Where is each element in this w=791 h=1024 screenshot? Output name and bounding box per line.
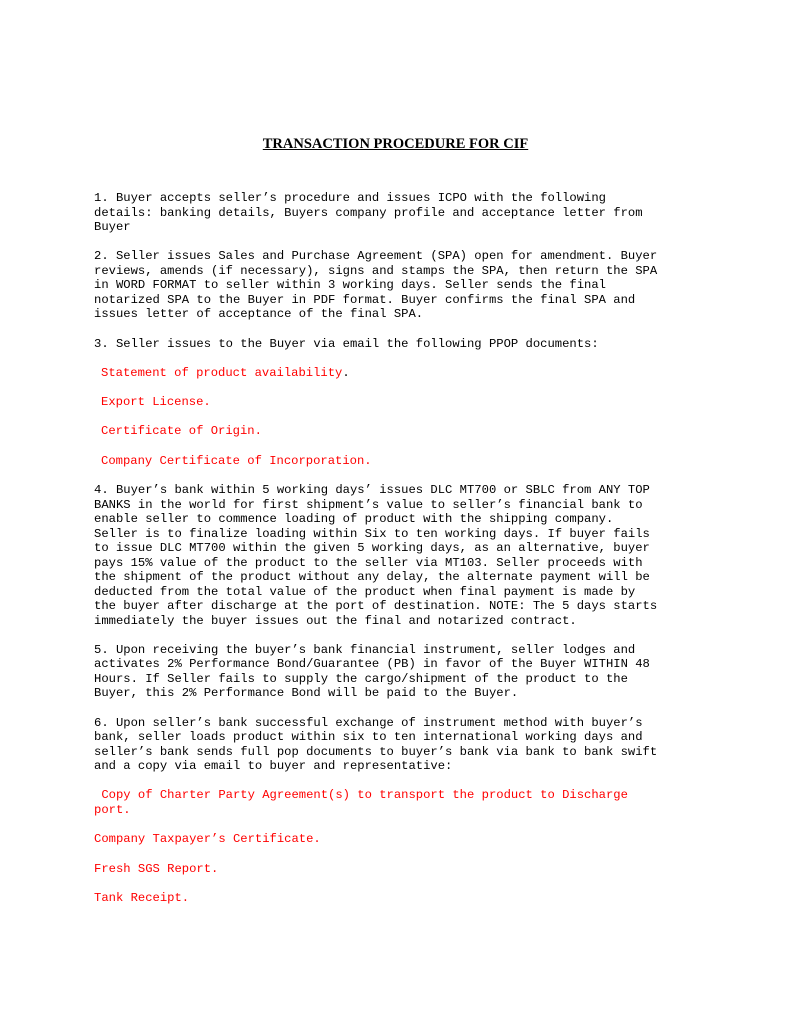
step-2-line: reviews, amends (if necessary), signs and stamps the SPA, then return the SPA — [94, 263, 658, 278]
step-4-line: pays 15% value of the product to the seller via MT103. Seller proceeds with — [94, 555, 643, 570]
step-4-line: the buyer after discharge at the port of destination. NOTE: The 5 days starts — [94, 599, 658, 614]
document-title: TRANSACTION PROCEDURE FOR CIF — [262, 136, 529, 152]
document-body — [94, 191, 694, 920]
step-5-line: Hours. If Seller fails to supply the cargo/shipment of the product to the — [94, 671, 628, 686]
pop-document-item — [94, 788, 694, 817]
step-1-line: 1. Buyer accepts seller’s procedure and issues ICPO with the following — [94, 191, 606, 205]
step-4-line: 4. Buyer’s bank within 5 working days’ issues DLC MT700 or SBLC from ANY TOP — [94, 483, 650, 498]
step-4-paragraph — [94, 483, 694, 628]
step-2-line: issues letter of acceptance of the final SPA. — [94, 307, 424, 322]
pop-document-label: Company Taxpayer’s Certificate. — [94, 832, 321, 847]
step-3-line: 3. Seller issues to the Buyer via email the following PPOP documents: — [94, 336, 599, 351]
step-6-line: and a copy via email to buyer and representative: — [94, 759, 453, 774]
ppop-document-item: Statement of product availability. — [101, 365, 350, 380]
step-5-line: 5. Upon receiving the buyer’s bank financial instrument, seller lodges and — [94, 642, 636, 657]
step-4-line: enable seller to commence loading of product with the shipping company. — [94, 512, 614, 527]
step-6-line: bank, seller loads product within six to ten international working days and — [94, 730, 643, 745]
step-5-paragraph — [94, 643, 694, 701]
step-5-line: activates 2% Performance Bond/Guarantee (PB) in favor of the Buyer WITHIN 48 — [94, 657, 650, 672]
ppop-document-label: Export License. — [101, 395, 211, 410]
step-4-line: to issue DLC MT700 within the given 5 working days, as an alternative, buyer — [94, 541, 650, 556]
step-4-line: immediately the buyer issues out the final and notarized contract. — [94, 613, 577, 628]
step-6-line: seller’s bank sends full pop documents to buyer’s bank via bank to bank swift — [94, 744, 658, 759]
step-5-line: Buyer, this 2% Performance Bond will be paid to the Buyer. — [94, 686, 519, 701]
pop-document-label: port. — [94, 802, 131, 817]
step-1-line: details: banking details, Buyers company profile and acceptance letter from — [94, 205, 643, 220]
ppop-document-label: Company Certificate of Incorporation. — [101, 453, 372, 468]
pop-document-item — [94, 832, 694, 847]
pop-document-label: Tank Receipt. — [94, 890, 190, 905]
step-2-line: in WORD FORMAT to seller within 3 working days. Seller sends the final — [94, 278, 606, 293]
step-4-line: Seller is to finalize loading within Six to ten working days. If buyer fails — [94, 526, 650, 541]
ppop-document-item — [94, 395, 694, 410]
step-4-line: deducted from the total value of the product when final payment is made by — [94, 584, 636, 599]
step-6-paragraph — [94, 716, 694, 774]
ppop-document-item — [94, 454, 694, 469]
pop-document-item — [94, 891, 694, 906]
ppop-document-item — [94, 424, 694, 439]
pop-document-item — [94, 862, 694, 877]
step-2-paragraph — [94, 249, 694, 322]
ppop-document-label: Statement of product availability — [101, 365, 343, 380]
step-1-line: Buyer — [94, 220, 131, 234]
ppop-document-label: Certificate of Origin. — [101, 424, 262, 439]
step-4-line: the shipment of the product without any delay, the alternate payment will be — [94, 570, 650, 585]
pop-document-label: Copy of Charter Party Agreement(s) to transport the product to Discharge — [94, 788, 628, 803]
pop-document-label: Fresh SGS Report. — [94, 861, 219, 876]
step-6-line: 6. Upon seller’s bank successful exchange of instrument method with buyer’s — [94, 715, 643, 730]
step-2-line: notarized SPA to the Buyer in PDF format. Buyer confirms the final SPA and — [94, 292, 636, 307]
step-2-line: 2. Seller issues Sales and Purchase Agreement (SPA) open for amendment. Buyer — [94, 249, 658, 264]
step-1-paragraph — [94, 191, 694, 235]
step-3-paragraph — [94, 337, 694, 352]
step-4-line: BANKS in the world for first shipment’s value to seller’s financial bank to — [94, 497, 643, 512]
